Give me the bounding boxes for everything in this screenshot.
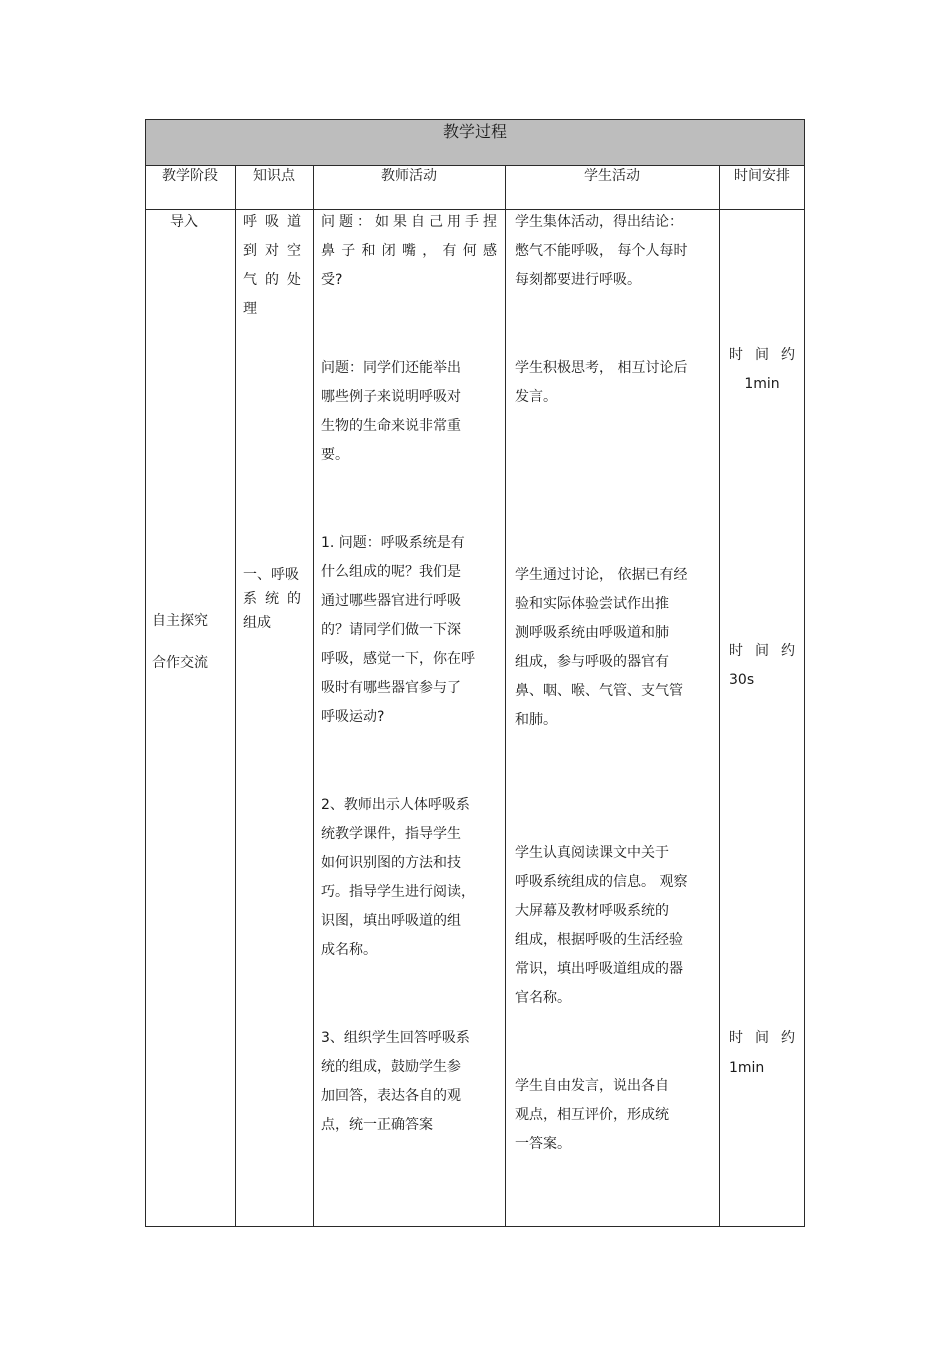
- time-allocation-2: 30s: [729, 672, 755, 688]
- teacher-step-1: 吸时有哪些器官参与了: [321, 680, 461, 696]
- teaching-process-table: [145, 119, 805, 1227]
- stage-explore: 自主探究: [152, 613, 208, 629]
- student-activity-2: 学生积极思考， 相互讨论后: [515, 360, 688, 376]
- teacher-step-2: 如何识别图的方法和技: [321, 855, 461, 871]
- student-activity-1: 每刻都要进行呼吸。: [515, 272, 641, 288]
- student-activity-3: 验和实际体验尝试作出推: [515, 596, 669, 612]
- table-border-left: [145, 119, 146, 1227]
- student-activity-5: 学生自由发言，说出各自: [515, 1078, 669, 1094]
- header-teacher-activity: 教师活动: [381, 168, 437, 184]
- student-activity-3: 测呼吸系统由呼吸道和肺: [515, 625, 669, 641]
- stage-intro: 导入: [170, 214, 198, 230]
- student-activity-4: 组成，根据呼吸的生活经验: [515, 932, 683, 948]
- knowledge-respiratory-tract: 理: [243, 301, 257, 317]
- knowledge-system-composition: 一、呼吸: [243, 567, 299, 583]
- teacher-step-2: 识图，填出呼吸道的组: [321, 913, 461, 929]
- teacher-step-2: 巧。指导学生进行阅读，: [321, 884, 475, 900]
- student-activity-4: 大屏幕及教材呼吸系统的: [515, 903, 669, 919]
- student-activity-3: 组成，参与呼吸的器官有: [515, 654, 669, 670]
- teacher-step-1: 通过哪些器官进行呼吸: [321, 593, 461, 609]
- teacher-step-1: 呼吸运动?: [321, 709, 385, 725]
- column-divider: [719, 165, 720, 1227]
- knowledge-respiratory-tract: 气的处: [243, 272, 301, 288]
- student-activity-4: 呼吸系统组成的信息。 观察: [515, 874, 688, 890]
- time-allocation-2: 时间约: [729, 643, 795, 659]
- header-time: 时间安排: [734, 168, 790, 184]
- header-knowledge: 知识点: [253, 168, 295, 184]
- student-activity-5: 观点，相互评价，形成统: [515, 1107, 669, 1123]
- teacher-step-3: 统的组成，鼓励学生参: [321, 1059, 461, 1075]
- student-activity-3: 鼻、咽、喉、气管、支气管: [515, 683, 683, 699]
- student-activity-5: 一答案。: [515, 1136, 571, 1152]
- teacher-question-1: 鼻子和闭嘴，有何感: [321, 243, 497, 259]
- table-border-right: [804, 119, 805, 1227]
- student-activity-2: 发言。: [515, 389, 557, 405]
- teacher-question-1: 受?: [321, 272, 343, 288]
- teacher-step-2: 成名称。: [321, 942, 377, 958]
- table-border-top: [145, 119, 805, 120]
- teacher-question-2: 问题：同学们还能举出: [321, 360, 461, 376]
- time-allocation-3: 1min: [729, 1060, 765, 1076]
- teacher-question-2: 生物的生命来说非常重: [321, 418, 461, 434]
- time-allocation-1: 1min: [744, 376, 780, 392]
- teacher-step-2: 统教学课件，指导学生: [321, 826, 461, 842]
- column-divider: [313, 165, 314, 1227]
- student-activity-4: 常识，填出呼吸道组成的器: [515, 961, 683, 977]
- student-activity-4: 官名称。: [515, 990, 571, 1006]
- student-activity-1: 憋气不能呼吸， 每个人每时: [515, 243, 688, 259]
- time-allocation-1: 时间约: [729, 347, 795, 363]
- teacher-question-2: 哪些例子来说明呼吸对: [321, 389, 461, 405]
- teacher-step-2: 2、教师出示人体呼吸系: [321, 797, 470, 813]
- knowledge-respiratory-tract: 到对空: [243, 243, 301, 259]
- column-divider: [235, 165, 236, 1227]
- time-allocation-3: 时间约: [729, 1030, 795, 1046]
- table-border-bottom: [145, 1226, 805, 1227]
- teacher-step-3: 点，统一正确答案: [321, 1117, 433, 1133]
- column-divider: [505, 165, 506, 1227]
- student-activity-3: 学生通过讨论， 依据已有经: [515, 567, 688, 583]
- header-stage: 教学阶段: [162, 168, 218, 184]
- teacher-step-1: 呼吸，感觉一下，你在呼: [321, 651, 475, 667]
- knowledge-system-composition: 组成: [243, 615, 271, 631]
- teacher-step-3: 加回答，表达各自的观: [321, 1088, 461, 1104]
- header-student-activity: 学生活动: [584, 168, 640, 184]
- student-activity-1: 学生集体活动，得出结论：: [515, 214, 683, 230]
- student-activity-4: 学生认真阅读课文中关于: [515, 845, 669, 861]
- teacher-step-1: 什么组成的呢？我们是: [321, 564, 461, 580]
- teacher-question-1: 问题：如果自己用手捏: [321, 214, 497, 230]
- student-activity-3: 和肺。: [515, 712, 557, 728]
- stage-cooperate: 合作交流: [152, 655, 208, 671]
- teacher-step-1: 的？请同学们做一下深: [321, 622, 461, 638]
- table-title: 教学过程: [442, 122, 507, 141]
- knowledge-respiratory-tract: 呼吸道: [243, 214, 301, 230]
- knowledge-system-composition: 系统的: [243, 591, 301, 607]
- teacher-step-3: 3、组织学生回答呼吸系: [321, 1030, 470, 1046]
- teacher-question-2: 要。: [321, 447, 349, 463]
- teacher-step-1: 1. 问题：呼吸系统是有: [321, 535, 465, 551]
